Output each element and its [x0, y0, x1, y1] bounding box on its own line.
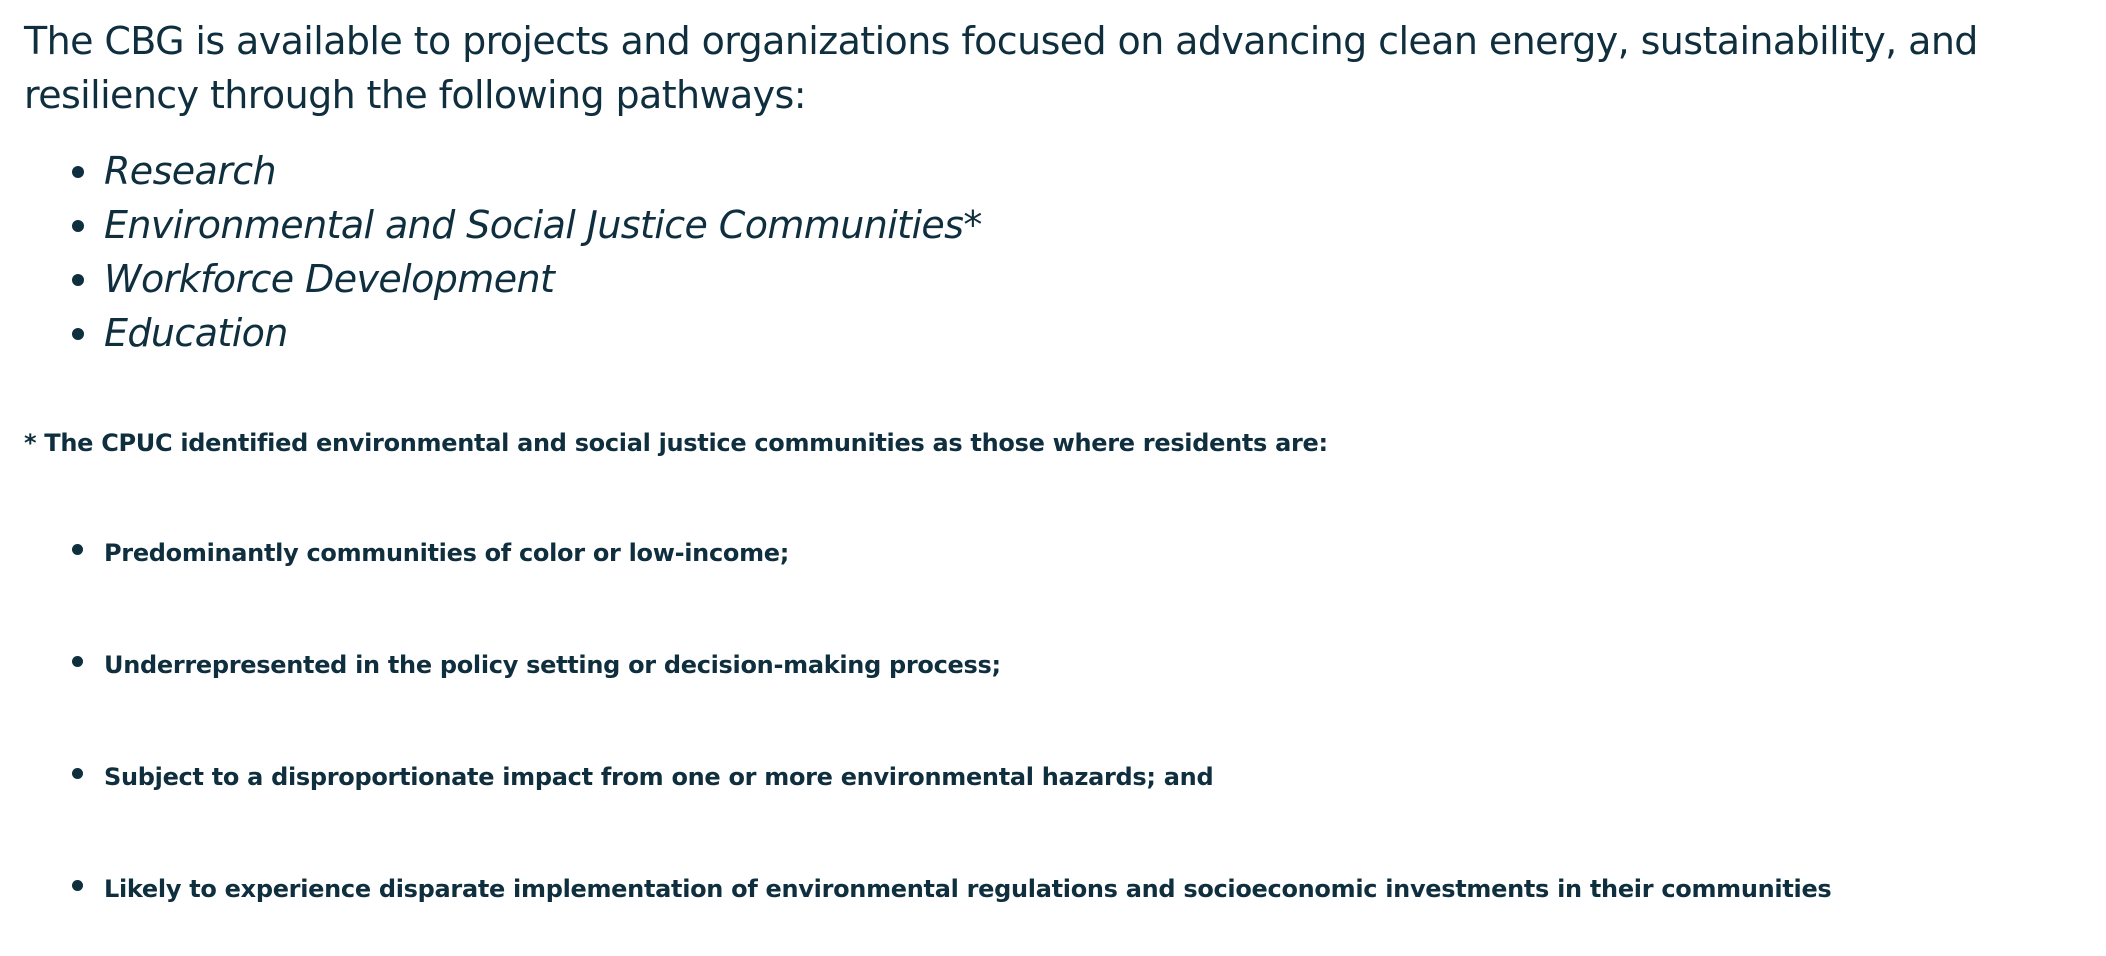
pathway-item-research: Research: [24, 144, 2094, 198]
pathway-item-education: Education: [24, 306, 2094, 360]
pathway-item-workforce-development: Workforce Development: [24, 252, 2094, 306]
criteria-item: Predominantly communities of color or low-income;: [24, 536, 2094, 570]
intro-paragraph: The CBG is available to projects and organizations focused on advancing clean energy, sustainability, and resiliency through the following pathways:: [24, 19, 1978, 117]
criteria-item: Subject to a disproportionate impact from one or more environmental hazards; and: [24, 760, 2094, 794]
footnote-text: * The CPUC identified environmental and social justice communities as those where residents are:: [24, 429, 1328, 457]
pathway-item-environmental-social-justice: Environmental and Social Justice Communities*: [24, 198, 2094, 252]
pathways-list: [24, 144, 2094, 360]
content-section: [24, 14, 2094, 906]
criteria-item: Underrepresented in the policy setting or decision-making process;: [24, 648, 2094, 682]
criteria-item: Likely to experience disparate implementation of environmental regulations and socioeconomic investments in their communities: [24, 872, 2094, 906]
criteria-list: [24, 536, 2094, 906]
